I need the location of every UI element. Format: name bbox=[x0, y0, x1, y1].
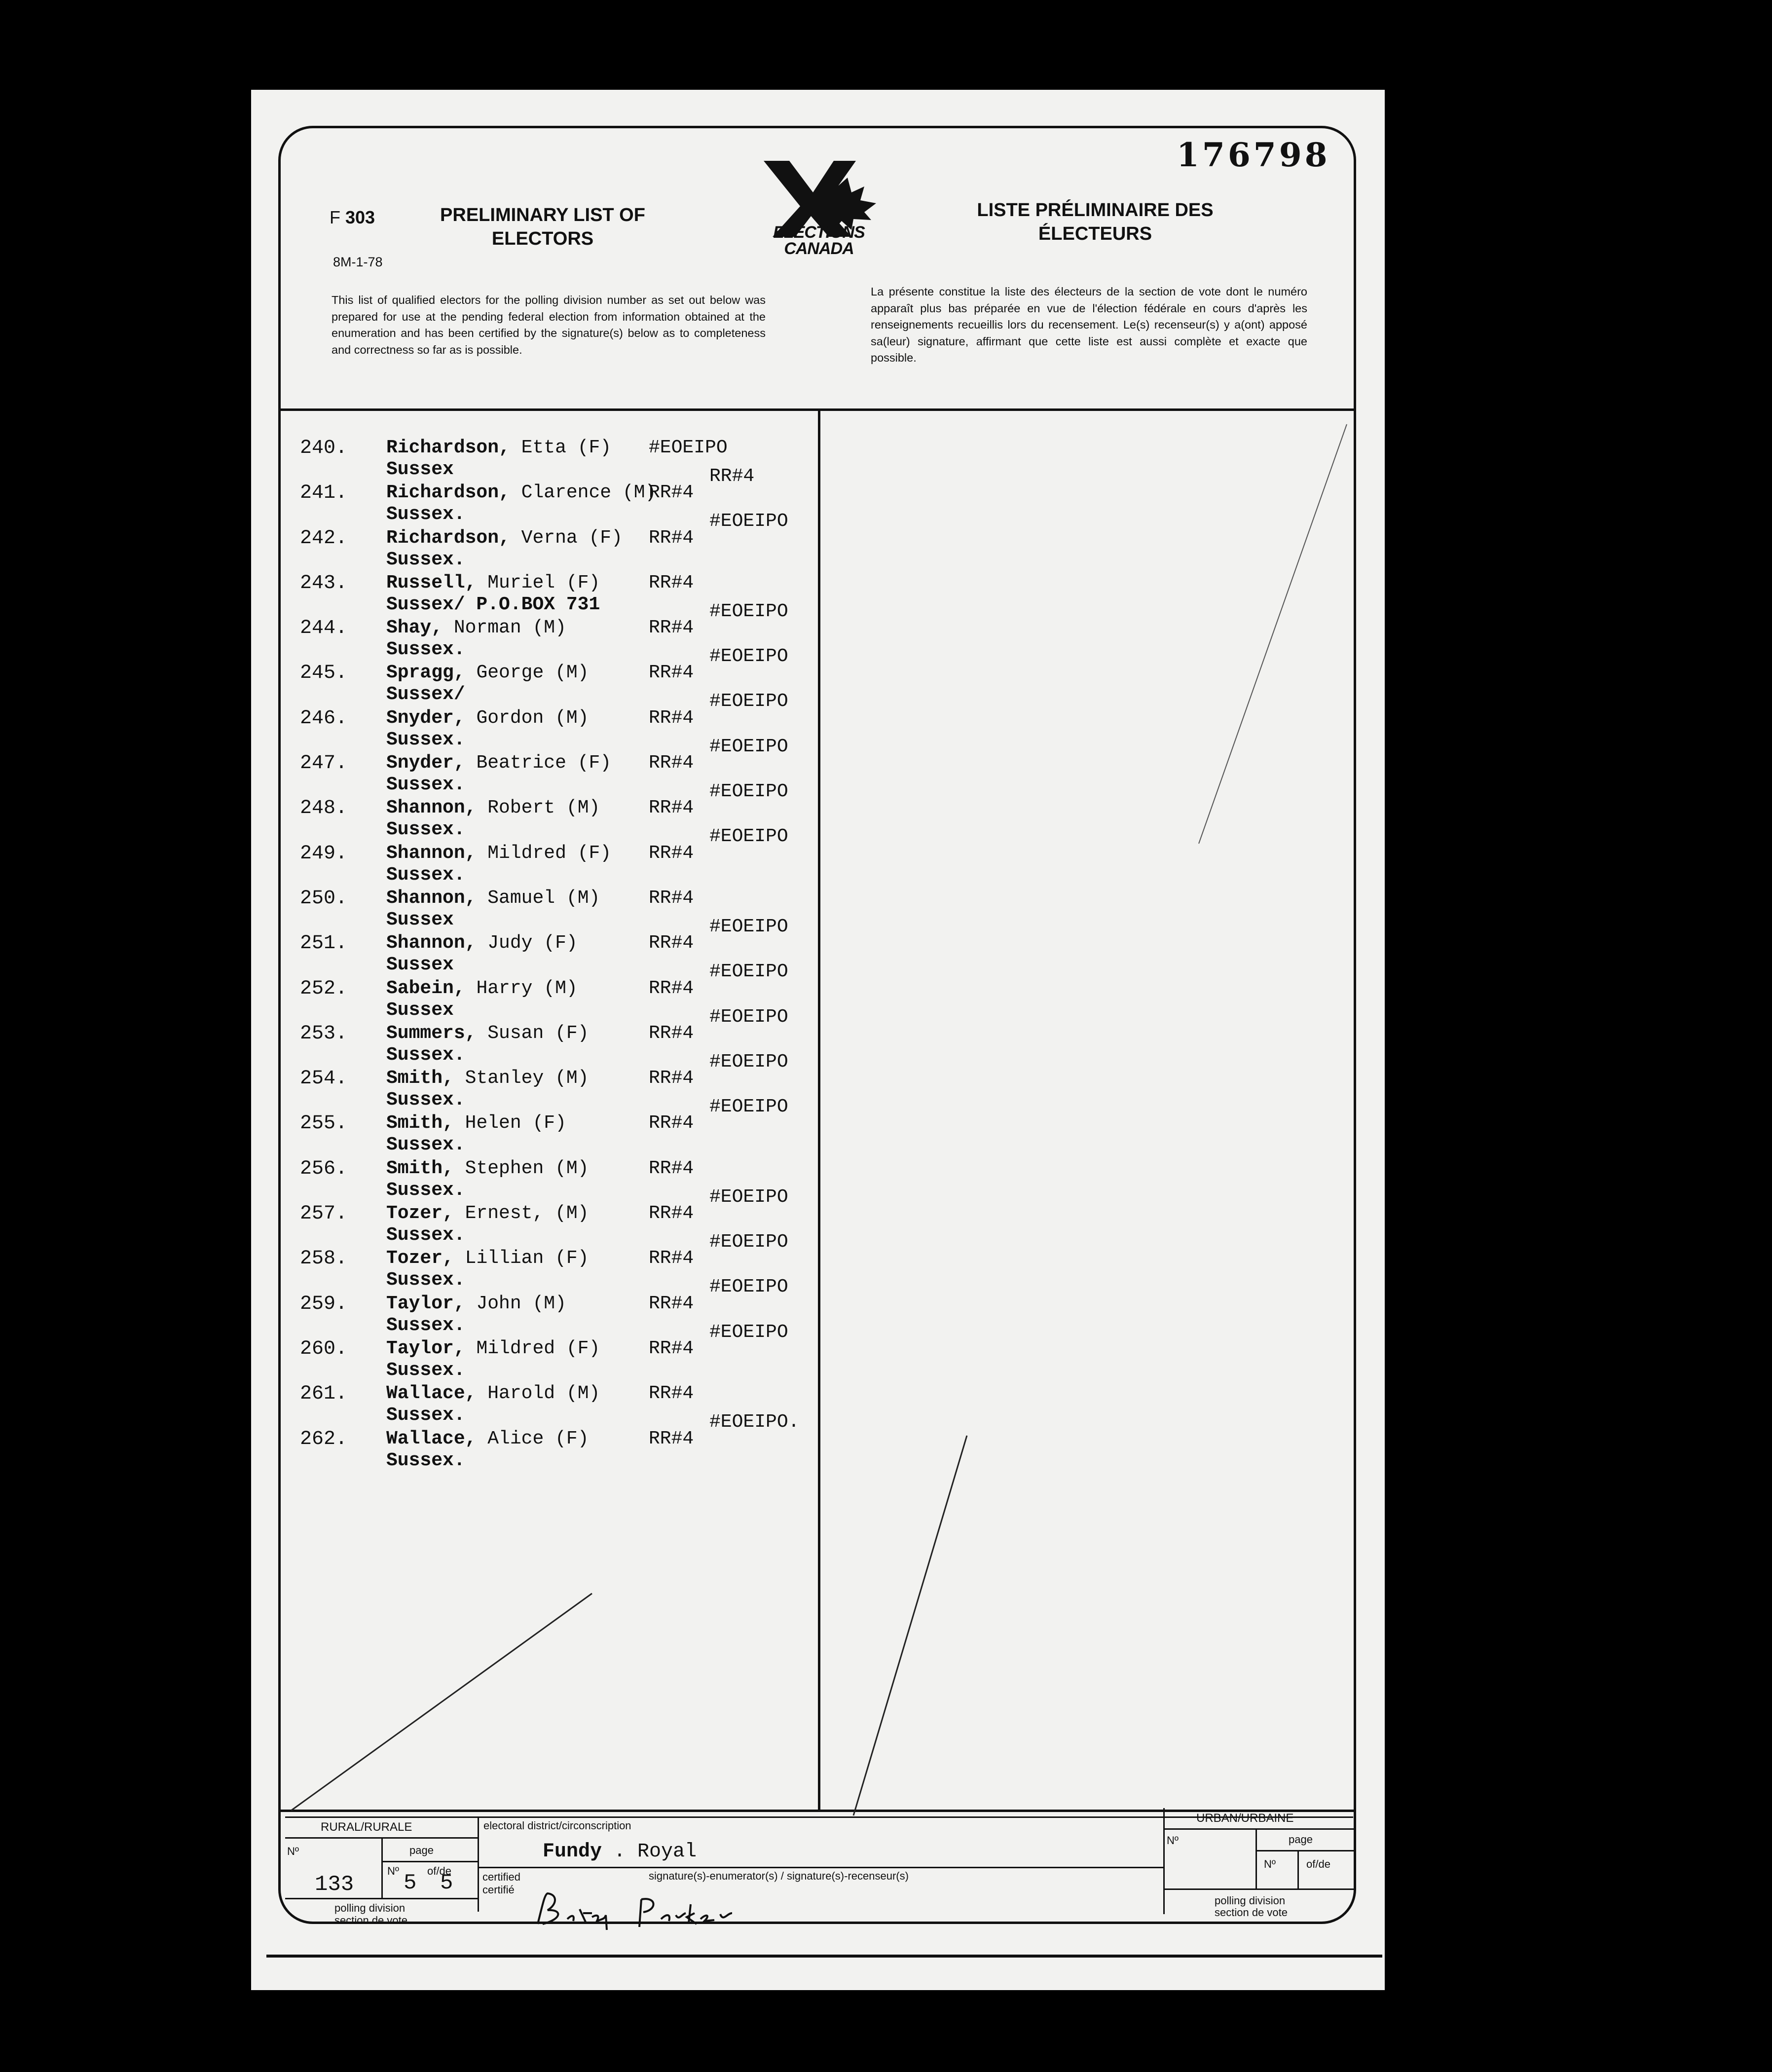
entry-locality: Sussex. bbox=[386, 1359, 465, 1381]
header-divider bbox=[279, 408, 1355, 411]
district-rule bbox=[479, 1867, 1165, 1868]
page-of-label: of/de bbox=[427, 1865, 451, 1877]
entry-locality: Sussex. bbox=[386, 1314, 465, 1336]
page-no-label: Nº bbox=[387, 1865, 399, 1877]
entry-sex: (F) bbox=[555, 1428, 589, 1449]
rural-label: RURAL/RURALE bbox=[321, 1820, 412, 1834]
entry-postal-code: #EOEIPO bbox=[709, 1321, 788, 1343]
urban-no2-label: Nº bbox=[1264, 1858, 1276, 1870]
entry-locality: Sussex/ P.O.BOX 731 bbox=[386, 593, 600, 615]
entry-postal-code: #EOEIPO bbox=[709, 1051, 788, 1073]
urban-no-label: Nº bbox=[1167, 1834, 1179, 1847]
entry-given-name: Harold bbox=[487, 1383, 555, 1405]
entry-rural-route: RR#4 bbox=[649, 932, 694, 954]
urban-page-rule bbox=[1257, 1850, 1355, 1851]
title-fr-line2: ÉLECTEURS bbox=[1038, 223, 1152, 244]
entry-given-name: John bbox=[476, 1293, 521, 1314]
entry-sex: (M) bbox=[566, 887, 600, 909]
entry-number: 261. bbox=[300, 1383, 348, 1406]
entry-locality: Sussex. bbox=[386, 1179, 465, 1201]
logo-line2: CANADA bbox=[784, 239, 854, 258]
form-code-prefix: F bbox=[330, 207, 340, 227]
entry-surname: Sabein, bbox=[386, 977, 465, 999]
entry-surname: Shannon, bbox=[386, 932, 477, 954]
entry-given-name: George bbox=[476, 662, 544, 684]
rural-no-label: Nº bbox=[287, 1845, 299, 1857]
entry-sex: (F) bbox=[566, 1337, 600, 1359]
entry-rural-route: RR#4 bbox=[649, 1022, 694, 1044]
entry-sex: (F) bbox=[577, 842, 612, 864]
entry-sex: (F) bbox=[544, 932, 578, 954]
entry-sex: (M) bbox=[555, 1068, 589, 1089]
entry-number: 257. bbox=[300, 1203, 348, 1225]
entry-surname: Smith, bbox=[386, 1112, 454, 1134]
entry-postal-code: #EOEIPO bbox=[709, 511, 788, 532]
entry-postal-code: #EOEIPO bbox=[709, 961, 788, 983]
scan-edge-line bbox=[266, 1955, 1382, 1958]
entry-surname: Shannon, bbox=[386, 842, 477, 864]
entry-number: 242. bbox=[300, 527, 348, 550]
page-number: 5 bbox=[404, 1871, 417, 1895]
title-english bbox=[419, 203, 666, 251]
entry-surname: Wallace, bbox=[386, 1383, 477, 1405]
entry-surname: Snyder, bbox=[386, 752, 465, 774]
urban-left-rule bbox=[1163, 1808, 1165, 1914]
entry-given-name: Samuel bbox=[487, 887, 555, 909]
entry-sex: (F) bbox=[555, 1022, 589, 1044]
entry-surname: Russell, bbox=[386, 572, 477, 593]
entry-sex: (M) bbox=[532, 1293, 566, 1314]
entry-rural-route: RR#4 bbox=[649, 707, 694, 729]
entry-rural-route: #EOEIPO bbox=[649, 437, 728, 458]
entry-sex: (M) bbox=[566, 1383, 600, 1405]
entry-sex: (F) bbox=[577, 752, 612, 774]
entry-rural-route: RR#4 bbox=[649, 797, 694, 819]
entry-sex: (F) bbox=[589, 527, 623, 549]
polling-label-en: polling division bbox=[334, 1902, 406, 1914]
entry-number: 249. bbox=[300, 842, 348, 865]
entry-rural-route: RR#4 bbox=[649, 482, 694, 504]
entry-locality: Sussex bbox=[386, 909, 454, 930]
entry-postal-code: #EOEIPO bbox=[709, 826, 788, 848]
entry-sex: (M) bbox=[555, 662, 589, 684]
entry-rural-route: RR#4 bbox=[649, 572, 694, 593]
entry-locality: Sussex. bbox=[386, 1044, 465, 1066]
entry-number: 259. bbox=[300, 1293, 348, 1315]
cancel-diagonals bbox=[276, 419, 1362, 1820]
entry-surname: Shay, bbox=[386, 617, 443, 639]
entry-rural-route: RR#4 bbox=[649, 527, 694, 549]
urban-label: URBAN/URBAINE bbox=[1196, 1812, 1294, 1825]
form-code-number: 303 bbox=[345, 207, 375, 227]
footer-top-rule bbox=[285, 1816, 1353, 1818]
entry-given-name: Clarence bbox=[521, 482, 612, 504]
entry-number: 244. bbox=[300, 617, 348, 640]
entry-rural-route: RR#4 bbox=[649, 1203, 694, 1224]
entry-surname: Taylor, bbox=[386, 1293, 465, 1314]
district-part1: Fundy bbox=[543, 1841, 602, 1863]
title-fr-line1: LISTE PRÉLIMINAIRE DES bbox=[977, 200, 1214, 221]
entry-sex: (M) bbox=[555, 1203, 589, 1224]
entry-surname: Tozer, bbox=[386, 1248, 454, 1269]
entry-sex: (M) bbox=[555, 1157, 589, 1179]
entry-number: 253. bbox=[300, 1022, 348, 1045]
polling-division-number: 133 bbox=[315, 1872, 354, 1897]
entry-surname: Smith, bbox=[386, 1157, 454, 1179]
entry-number: 250. bbox=[300, 887, 348, 910]
entry-sex: (M) bbox=[555, 707, 589, 729]
entry-given-name: Beatrice bbox=[476, 752, 566, 774]
entry-number: 262. bbox=[300, 1428, 348, 1450]
title-french bbox=[952, 198, 1238, 246]
entry-given-name: Ernest, bbox=[465, 1203, 544, 1224]
rural-mid-rule bbox=[381, 1839, 383, 1898]
page-total: 5 bbox=[440, 1871, 453, 1895]
entry-sex: (F) bbox=[532, 1112, 566, 1134]
entry-sex: (M) bbox=[622, 482, 657, 504]
entry-given-name: Stephen bbox=[465, 1157, 544, 1179]
entry-rural-route: RR#4 bbox=[649, 977, 694, 999]
entry-surname: Shannon, bbox=[386, 797, 477, 819]
entry-rural-route: RR#4 bbox=[649, 1068, 694, 1089]
enumerator-signature bbox=[528, 1885, 765, 1934]
entry-postal-code: #EOEIPO bbox=[709, 691, 788, 712]
entry-given-name: Helen bbox=[465, 1112, 521, 1134]
form-print-code: 8M-1-78 bbox=[333, 255, 383, 269]
entry-given-name: Harry bbox=[476, 977, 533, 999]
entry-sex: (M) bbox=[544, 977, 578, 999]
entry-number: 241. bbox=[300, 482, 348, 505]
entry-number: 256. bbox=[300, 1157, 348, 1180]
entry-locality: Sussex/ bbox=[386, 684, 465, 705]
rural-page-label: page bbox=[409, 1844, 434, 1856]
entry-number: 254. bbox=[300, 1068, 348, 1090]
entry-given-name: Susan bbox=[487, 1022, 544, 1044]
entry-given-name: Mildred bbox=[476, 1337, 555, 1359]
entry-postal-code: #EOEIPO bbox=[709, 1231, 788, 1253]
urban-of-label: of/de bbox=[1306, 1858, 1330, 1870]
entry-postal-code: #EOEIPO bbox=[709, 916, 788, 937]
entry-rural-route: RR#4 bbox=[649, 662, 694, 684]
district-label: electoral district/circonscription bbox=[483, 1819, 631, 1832]
entry-locality: Sussex. bbox=[386, 1224, 465, 1246]
entry-locality: Sussex. bbox=[386, 774, 465, 796]
urban-rule bbox=[1165, 1828, 1355, 1830]
form-code bbox=[330, 207, 375, 228]
entry-sex: (M) bbox=[532, 617, 566, 639]
entry-postal-code: #EOEIPO bbox=[709, 1276, 788, 1298]
entry-locality: Sussex bbox=[386, 954, 454, 976]
entry-locality: Sussex bbox=[386, 459, 454, 480]
rural-right-rule bbox=[478, 1818, 479, 1912]
entry-sex: (F) bbox=[566, 572, 600, 593]
entry-locality: Sussex. bbox=[386, 1269, 465, 1291]
entry-number: 248. bbox=[300, 797, 348, 820]
entry-given-name: Robert bbox=[487, 797, 555, 819]
entry-number: 260. bbox=[300, 1337, 348, 1360]
entry-rural-route: RR#4 bbox=[649, 1428, 694, 1449]
entry-number: 245. bbox=[300, 662, 348, 685]
entry-surname: Summers, bbox=[386, 1022, 477, 1044]
entry-postal-code: RR#4 bbox=[709, 466, 755, 487]
entry-locality: Sussex. bbox=[386, 1449, 465, 1471]
entry-sex: (F) bbox=[555, 1248, 589, 1269]
entry-number: 240. bbox=[300, 437, 348, 459]
entry-locality: Sussex. bbox=[386, 1134, 465, 1156]
entry-given-name: Alice bbox=[487, 1428, 544, 1449]
entry-given-name: Gordon bbox=[476, 707, 544, 729]
district-part2: Royal bbox=[637, 1841, 697, 1863]
entry-surname: Smith, bbox=[386, 1068, 454, 1089]
entry-rural-route: RR#4 bbox=[649, 1337, 694, 1359]
logo-text bbox=[755, 224, 883, 257]
entry-given-name: Judy bbox=[487, 932, 533, 954]
certified-fr: certifié bbox=[482, 1884, 515, 1896]
title-en-line2: ELECTORS bbox=[491, 228, 594, 249]
entry-postal-code: #EOEIPO. bbox=[709, 1411, 800, 1433]
urban-mid-rule bbox=[1255, 1830, 1257, 1889]
intro-french: La présente constitue la liste des électeurs de la section de vote dont le numéro apparaît plus bas préparée en vue de l'élection fédérale en cours d'après les renseignements recueillis lors du recensement. Le(s) recenseur(s) y a(ont) apposé sa(leur) signature, affirmant que cette liste est aussi complète et exacte que possible. bbox=[871, 285, 1307, 364]
entry-rural-route: RR#4 bbox=[649, 752, 694, 774]
entry-locality: Sussex bbox=[386, 999, 454, 1021]
entry-locality: Sussex. bbox=[386, 1089, 465, 1111]
logo-line1: ELECTIONS bbox=[773, 223, 865, 242]
entry-postal-code: #EOEIPO bbox=[709, 781, 788, 803]
entry-number: 255. bbox=[300, 1112, 348, 1135]
entry-given-name: Mildred bbox=[487, 842, 566, 864]
entry-postal-code: #EOEIPO bbox=[709, 736, 788, 757]
entry-number: 252. bbox=[300, 977, 348, 1000]
entry-surname: Tozer, bbox=[386, 1203, 454, 1224]
entry-rural-route: RR#4 bbox=[649, 617, 694, 639]
entry-rural-route: RR#4 bbox=[649, 1112, 694, 1134]
serial-number: 176798 bbox=[1177, 136, 1330, 174]
entry-locality: Sussex. bbox=[386, 639, 465, 661]
entry-locality: Sussex. bbox=[386, 1405, 465, 1426]
entry-given-name: Norman bbox=[453, 617, 521, 639]
entry-surname: Richardson, bbox=[386, 437, 510, 458]
entry-postal-code: #EOEIPO bbox=[709, 1096, 788, 1118]
entry-sex: (F) bbox=[577, 437, 612, 458]
entry-number: 246. bbox=[300, 707, 348, 730]
entry-given-name: Stanley bbox=[465, 1068, 544, 1089]
entry-locality: Sussex. bbox=[386, 549, 465, 570]
entry-rural-route: RR#4 bbox=[649, 887, 694, 909]
entry-surname: Spragg, bbox=[386, 662, 465, 684]
entry-number: 258. bbox=[300, 1248, 348, 1270]
entry-number: 243. bbox=[300, 572, 348, 594]
entry-rural-route: RR#4 bbox=[649, 1248, 694, 1269]
title-en-line1: PRELIMINARY LIST OF bbox=[440, 205, 645, 225]
polling-rule bbox=[285, 1898, 478, 1899]
urban-page-label: page bbox=[1289, 1833, 1313, 1846]
entry-number: 247. bbox=[300, 752, 348, 775]
entry-surname: Shannon, bbox=[386, 887, 477, 909]
entry-surname: Richardson, bbox=[386, 527, 510, 549]
entry-postal-code: #EOEIPO bbox=[709, 1006, 788, 1028]
urban-polling-rule bbox=[1165, 1888, 1355, 1890]
entry-rural-route: RR#4 bbox=[649, 842, 694, 864]
urban-of-rule bbox=[1297, 1851, 1299, 1889]
entry-surname: Richardson, bbox=[386, 482, 510, 504]
entry-number: 251. bbox=[300, 932, 348, 955]
entry-rural-route: RR#4 bbox=[649, 1157, 694, 1179]
electoral-district: Fundy . Royal bbox=[543, 1841, 697, 1863]
entry-postal-code: #EOEIPO bbox=[709, 600, 788, 622]
entry-given-name: Verna bbox=[521, 527, 578, 549]
entry-rural-route: RR#4 bbox=[649, 1383, 694, 1405]
signature-label: signature(s)-enumerator(s) / signature(s)-recenseur(s) bbox=[649, 1870, 909, 1882]
entry-given-name: Muriel bbox=[487, 572, 555, 593]
entry-surname: Taylor, bbox=[386, 1337, 465, 1359]
entry-postal-code: #EOEIPO bbox=[709, 646, 788, 667]
entry-locality: Sussex. bbox=[386, 864, 465, 886]
entry-locality: Sussex. bbox=[386, 729, 465, 750]
entry-surname: Wallace, bbox=[386, 1428, 477, 1449]
urban-polling-fr: section de vote bbox=[1215, 1906, 1288, 1919]
certified-en: certified bbox=[482, 1871, 521, 1883]
intro-english: This list of qualified electors for the polling division number as set out below was prepared for use at the pending federal election from information obtained at the enumeration and has been certified by the signature(s) below as to completeness and correctness so far as is possible. bbox=[332, 294, 766, 356]
entry-locality: Sussex. bbox=[386, 504, 465, 525]
entry-surname: Snyder, bbox=[386, 707, 465, 729]
polling-label-fr: section de vote bbox=[334, 1914, 407, 1926]
rural-page-rule bbox=[383, 1861, 478, 1862]
entry-sex: (M) bbox=[566, 797, 600, 819]
entry-locality: Sussex. bbox=[386, 819, 465, 841]
entry-given-name: Etta bbox=[521, 437, 566, 458]
entry-given-name: Lillian bbox=[465, 1248, 544, 1269]
urban-polling-en: polling division bbox=[1215, 1894, 1286, 1907]
entry-rural-route: RR#4 bbox=[649, 1293, 694, 1314]
entry-postal-code: #EOEIPO bbox=[709, 1186, 788, 1208]
